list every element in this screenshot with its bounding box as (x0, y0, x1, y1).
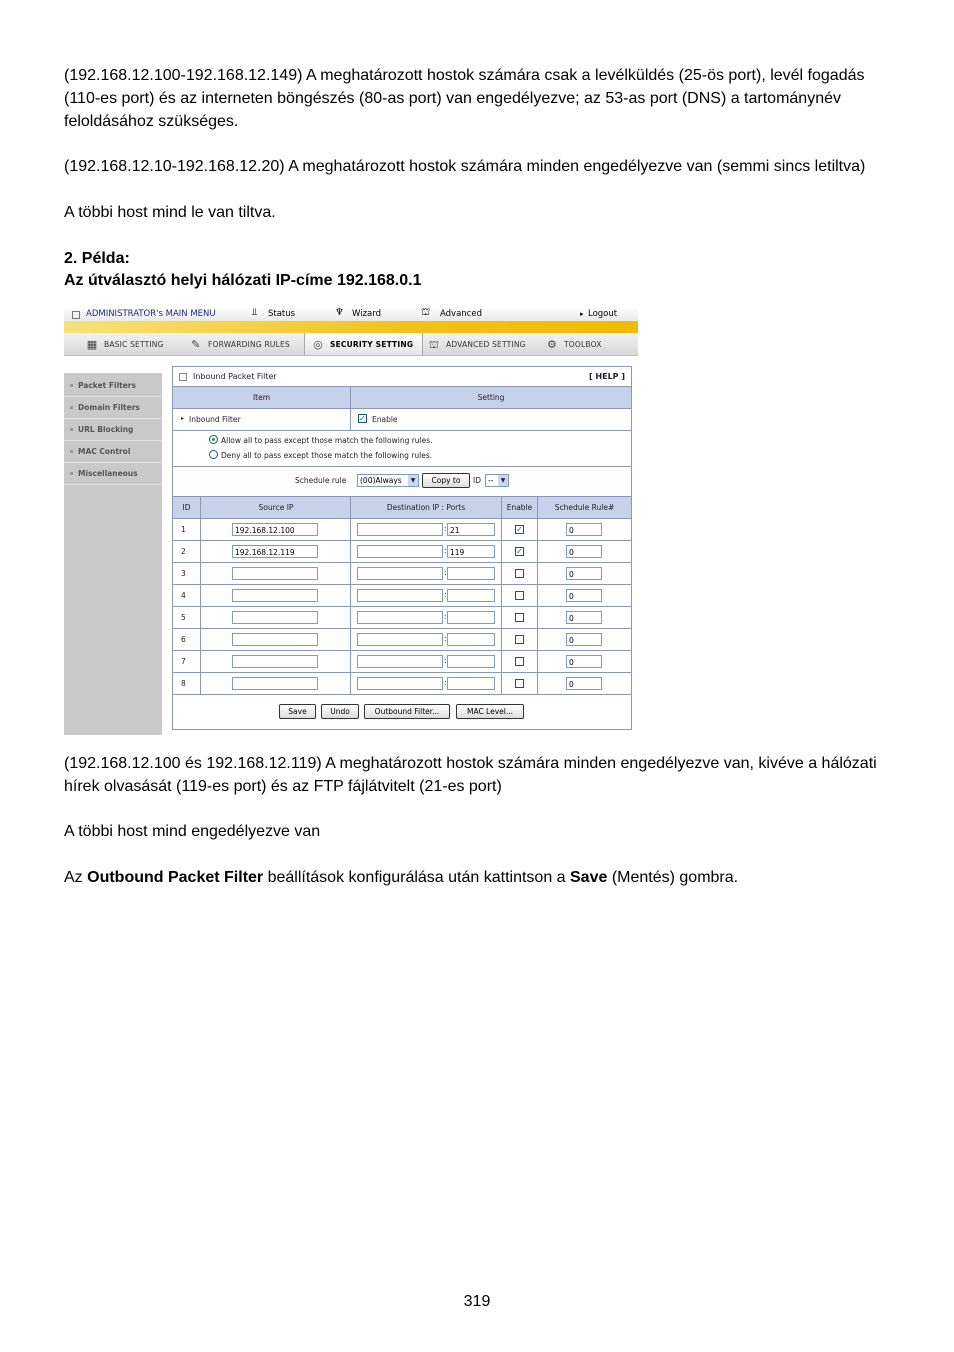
router-screenshot (64, 307, 638, 735)
outbound-filter-button[interactable]: Outbound Filter... (364, 704, 450, 719)
source-ip-column-header: Source IP (258, 503, 294, 512)
logout-link[interactable]: Logout (588, 309, 618, 319)
wizard-icon: ♆ (335, 307, 344, 318)
port-separator: : (444, 524, 447, 533)
panel-title-bar (173, 367, 631, 387)
sidebar-item-packet-filters[interactable]: Packet Filters (64, 375, 161, 397)
deny-radio[interactable] (209, 450, 218, 459)
status-link[interactable]: Status (268, 309, 296, 319)
basic-setting-icon: ▦ (86, 337, 98, 351)
source-ip-input[interactable] (232, 655, 318, 668)
rule-enable-checkbox[interactable] (515, 591, 524, 600)
inbound-filter-label: Inbound Filter (189, 415, 241, 424)
destination-ip-input[interactable] (357, 545, 443, 558)
row-arrow-icon: ▸ (181, 415, 185, 422)
schedule-rule-input[interactable]: 0 (566, 655, 602, 668)
sidebar-item-mac-control[interactable]: MAC Control (64, 441, 161, 463)
rule-id: 6 (181, 635, 186, 644)
destination-ip-input[interactable] (357, 523, 443, 536)
port-separator: : (444, 678, 447, 687)
paragraph-3: A többi host mind le van tiltva. (64, 204, 276, 221)
rule-enable-checkbox[interactable] (515, 613, 524, 622)
advanced-setting-icon: ⛫ (428, 337, 440, 351)
port-separator: : (444, 612, 447, 621)
button-row (173, 695, 631, 729)
tab-toolbox[interactable]: ⚙ TOOLBOX (542, 333, 618, 355)
port-input[interactable] (447, 633, 495, 646)
tab-security-setting[interactable]: ◎ SECURITY SETTING (304, 333, 423, 355)
rule-id: 7 (181, 657, 186, 666)
outbound-packet-filter-term: Outbound Packet Filter (87, 869, 264, 886)
table-row (173, 673, 631, 695)
sidebar-item-domain-filters[interactable]: Domain Filters (64, 397, 161, 419)
page-number: 319 (463, 1293, 491, 1310)
paragraph-4: (192.168.12.100 és 192.168.12.119) A meghatározott hostok számára minden engedélyezve van, kivéve a hálózati hírek olvasását (119-es port) és az FTP fájlátvitelt (21-es port) (64, 755, 877, 795)
port-input[interactable] (447, 611, 495, 624)
advanced-icon: ⛫ (421, 307, 431, 318)
port-input[interactable]: 119 (447, 545, 495, 558)
rule-id: 1 (181, 525, 186, 534)
undo-button[interactable]: Undo (321, 704, 359, 719)
main-menu-link[interactable]: ADMINISTRATOR's MAIN MENU (86, 309, 216, 319)
mac-level-button[interactable]: MAC Level... (456, 704, 524, 719)
rule-enable-checkbox[interactable] (515, 569, 524, 578)
security-icon: ◎ (313, 337, 323, 351)
enable-filter-checkbox[interactable]: ✓ (359, 414, 366, 423)
destination-ip-input[interactable] (357, 589, 443, 602)
table-row (173, 629, 631, 651)
schedule-column-header: Schedule Rule# (554, 503, 615, 512)
router-tabs (64, 333, 638, 356)
source-ip-input[interactable]: 192.168.12.100 (232, 523, 318, 536)
source-ip-input[interactable] (232, 589, 318, 602)
example-heading: 2. Példa: (64, 250, 130, 267)
destination-ip-input[interactable] (357, 567, 443, 580)
toolbox-icon: ⚙ (546, 337, 558, 351)
item-column-header: Item (252, 393, 271, 402)
table-row (173, 519, 631, 541)
chevron-down-icon: ▼ (408, 475, 418, 486)
setting-column-header: Setting (477, 393, 505, 402)
chevron-down-icon: ▼ (498, 475, 508, 486)
router-topbar (64, 307, 638, 321)
save-term: Save (570, 869, 608, 886)
inbound-filter-panel (172, 366, 632, 730)
rule-enable-checkbox[interactable]: ✓ (516, 525, 523, 534)
port-separator: : (444, 634, 447, 643)
forwarding-icon: ✎ (191, 337, 201, 351)
port-input[interactable] (447, 677, 495, 690)
id-select[interactable]: -- ▼ (485, 474, 509, 487)
rule-enable-checkbox[interactable] (515, 679, 524, 688)
id-label: ID (473, 476, 481, 485)
source-ip-input[interactable] (232, 567, 318, 580)
table-row (173, 651, 631, 673)
router-sidebar (64, 373, 162, 735)
schedule-rule-input[interactable]: 0 (566, 611, 602, 624)
rule-id: 3 (181, 569, 186, 578)
item-setting-header (173, 387, 631, 409)
rule-enable-checkbox[interactable] (515, 657, 524, 666)
rule-id: 8 (181, 679, 186, 688)
port-input[interactable] (447, 655, 495, 668)
tab-forwarding-rules[interactable]: ✎ FORWARDING RULES (184, 333, 306, 355)
header-band (64, 321, 638, 333)
table-row (173, 585, 631, 607)
rules-table-header (173, 497, 631, 519)
schedule-row (173, 467, 631, 497)
source-ip-input[interactable]: 192.168.12.119 (232, 545, 318, 558)
table-row (173, 607, 631, 629)
source-ip-input[interactable] (232, 611, 318, 624)
destination-ip-input[interactable] (357, 677, 443, 690)
rule-id: 5 (181, 613, 186, 622)
copy-to-button[interactable]: Copy to (422, 473, 470, 488)
sidebar-item-miscellaneous[interactable]: Miscellaneous (64, 463, 161, 485)
destination-ip-input[interactable] (357, 611, 443, 624)
tab-basic-setting[interactable]: ▦ BASIC SETTING (78, 333, 184, 355)
rule-id: 4 (181, 591, 186, 600)
paragraph-5: A többi host mind engedélyezve van (64, 823, 321, 840)
source-ip-input[interactable] (232, 677, 318, 690)
table-row (173, 563, 631, 585)
schedule-rule-input[interactable]: 0 (566, 677, 602, 690)
schedule-rule-input[interactable]: 0 (566, 545, 602, 558)
rule-enable-checkbox[interactable] (515, 635, 524, 644)
status-icon: ⫫ (252, 307, 258, 318)
source-ip-input[interactable] (232, 633, 318, 646)
port-separator: : (444, 590, 447, 599)
schedule-rule-input[interactable]: 0 (566, 589, 602, 602)
inbound-filter-row (173, 409, 631, 431)
paragraph-1: (192.168.12.100-192.168.12.149) A meghatározott hostok számára csak a levélküldés (25-ös port), levél fogadás (110-es port) és az interneten böngészés (80-as port) van engedélyezve; az 53-as port (DNS) a tartománynév feloldásához szükséges. (64, 67, 865, 130)
rule-id: 2 (181, 547, 186, 556)
save-button[interactable]: Save (279, 704, 316, 719)
port-separator: : (444, 656, 447, 665)
wizard-link[interactable]: Wizard (352, 309, 381, 319)
advanced-link[interactable]: Advanced (440, 309, 482, 319)
destination-ip-input[interactable] (357, 655, 443, 668)
enable-column-header: Enable (506, 503, 533, 512)
schedule-rule-input[interactable]: 0 (566, 567, 602, 580)
port-input[interactable] (447, 567, 495, 580)
logout-arrow-icon: ▸ (580, 310, 584, 318)
schedule-label: Schedule rule (295, 476, 347, 485)
rule-enable-checkbox[interactable]: ✓ (516, 547, 523, 556)
deny-label: Deny all to pass except those match the following rules. (221, 451, 433, 460)
table-row (173, 541, 631, 563)
menu-square-icon (72, 311, 80, 319)
help-link[interactable]: [ HELP ] (588, 372, 625, 381)
destination-column-header: Destination IP : Ports (386, 503, 466, 512)
port-separator: : (444, 546, 447, 555)
allow-label: Allow all to pass except those match the following rules. (221, 436, 433, 445)
allow-radio[interactable] (209, 435, 218, 444)
paragraph-6: Az Outbound Packet Filter beállítások konfigurálása után kattintson a Save (Mentés) gombra. (64, 869, 739, 886)
id-column-header: ID (182, 503, 191, 512)
schedule-rule-input[interactable]: 0 (566, 523, 602, 536)
port-separator: : (444, 568, 447, 577)
panel-title: Inbound Packet Filter (193, 372, 277, 381)
port-input[interactable] (447, 589, 495, 602)
sidebar-item-url-blocking[interactable]: URL Blocking (64, 419, 161, 441)
tab-advanced-setting[interactable]: ⛫ ADVANCED SETTING (422, 333, 542, 355)
policy-row (173, 431, 631, 467)
destination-ip-input[interactable] (357, 633, 443, 646)
paragraph-2: (192.168.12.10-192.168.12.20) A meghatározott hostok számára minden engedélyezve van (semmi sincs letiltva) (64, 158, 866, 175)
enable-label: Enable (372, 415, 398, 424)
port-input[interactable]: 21 (447, 523, 495, 536)
schedule-rule-input[interactable]: 0 (566, 633, 602, 646)
panel-square-icon (179, 373, 187, 381)
schedule-select[interactable]: (00)Always ▼ (357, 474, 419, 487)
router-ip-heading: Az útválasztó helyi hálózati IP-címe 192.168.0.1 (64, 272, 422, 289)
